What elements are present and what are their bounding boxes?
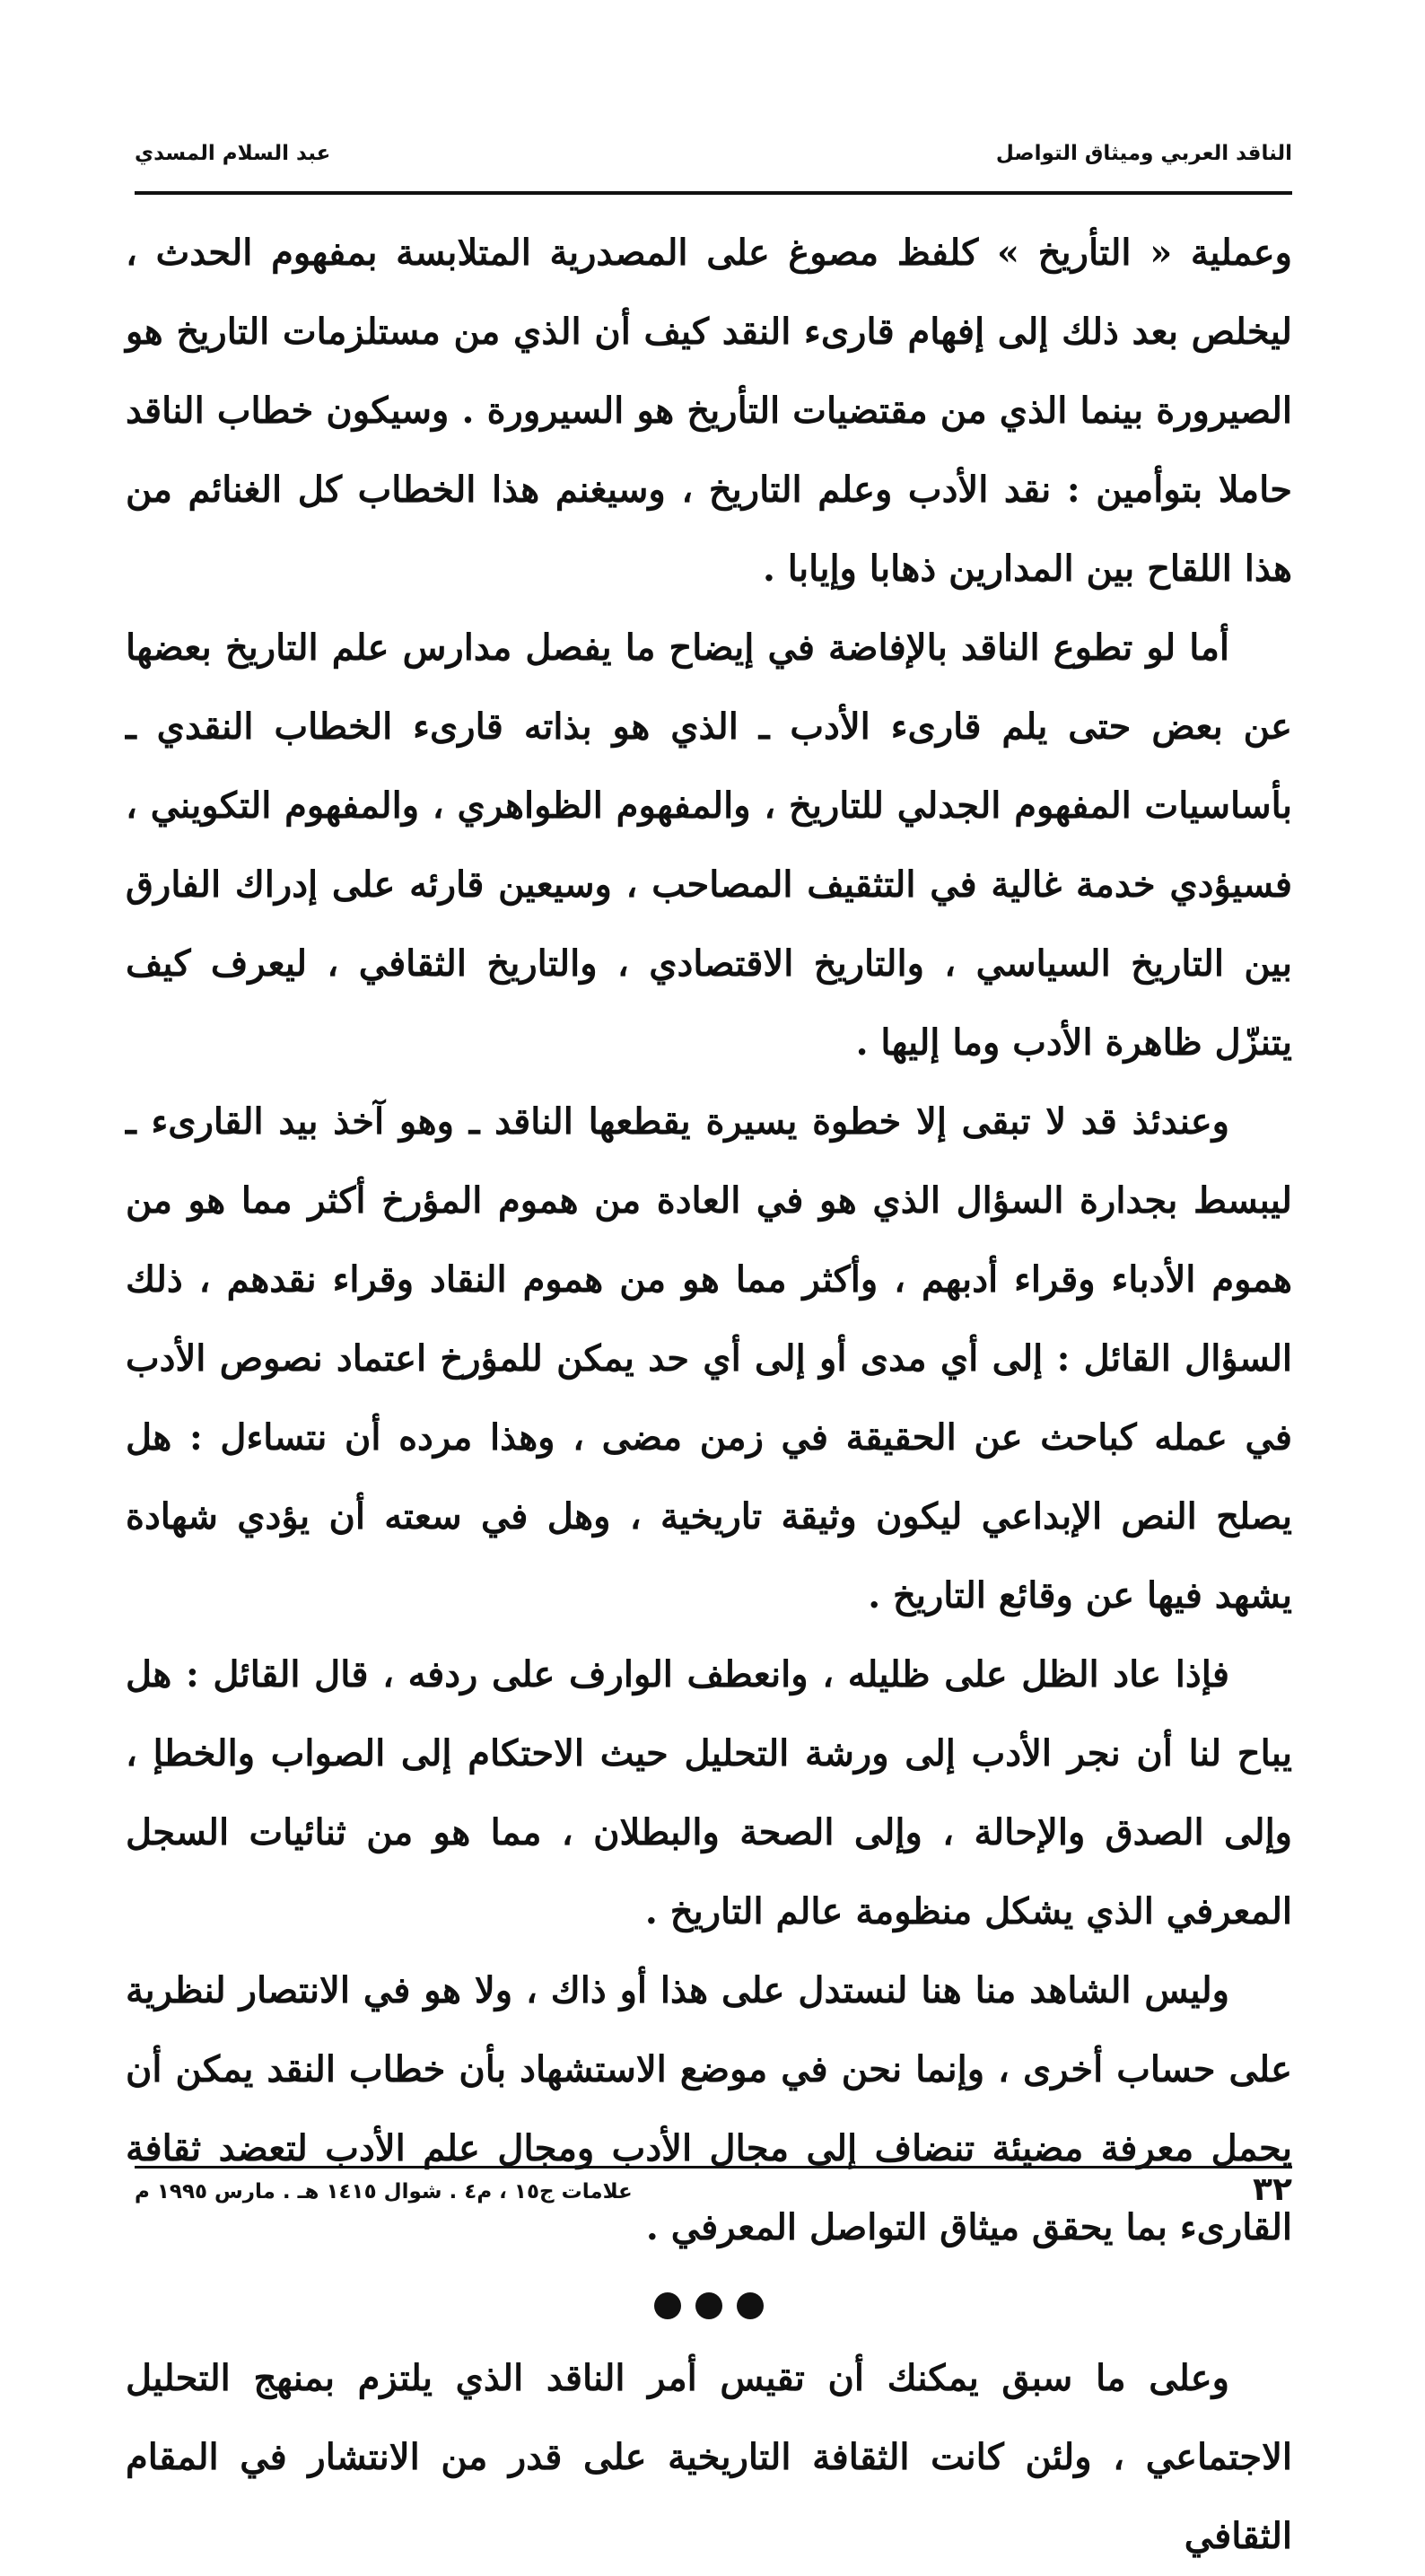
paragraph: فإذا عاد الظل على ظليله ، وانعطف الوارف على ردفه ، قال القائل : هل يباح لنا أن نجر الأدب إلى ورشة التحليل حيث الاحتكام إلى الصواب والخطإ ، وإلى الصدق والإحالة ، وإلى الصحة والبطلان ، مما هو من ثنائيات السجل المعرفي الذي يشكل منظومة عالم التاريخ .	[126, 1653, 1292, 1932]
separator-dot	[695, 2292, 722, 2319]
separator-dot	[737, 2292, 764, 2319]
footer-rule	[135, 2166, 1292, 2169]
header-title: الناقد العربي وميثاق التواصل	[995, 142, 1292, 165]
header-author: عبد السلام المسدي	[135, 142, 331, 165]
paragraph: أما لو تطوع الناقد بالإفاضة في إيضاح ما يفصل مدارس علم التاريخ بعضها عن بعض حتى يلم قارىء الأدب ـ الذي هو بذاته قارىء الخطاب النقدي ـ بأساسيات المفهوم الجدلي للتاريخ ، والمفهوم الظواهري ، والمفهوم التكويني ، فسيؤدي خدمة غالية في التثقيف المصاحب ، وسيعين قارئه على إدراك الفارق بين التاريخ السياسي ، والتاريخ الاقتصادي ، والتاريخ الثقافي ، ليعرف كيف يتنزّل ظاهرة الأدب وما إليها .	[126, 626, 1292, 1064]
publication-info: علامات ج١٥ ، م٤ . شوال ١٤١٥ هـ . مارس ١٩٩٥ م	[135, 2180, 633, 2204]
section-separator	[126, 2267, 1292, 2339]
paragraph: وعندئذ قد لا تبقى إلا خطوة يسيرة يقطعها الناقد ـ وهو آخذ بيد القارىء ـ ليبسط بجدارة السؤال الذي هو في العادة من هموم المؤرخ أكثر مما هو من هموم الأدباء وقراء أدبهم ، وأكثر مما هو من هموم النقاد وقراء نقدهم ، ذلك السؤال القائل : إلى أي مدى أو إلى أي حد يمكن للمؤرخ اعتماد نصوص الأدب في عمله كباحث عن الحقيقة في زمن مضى ، وهذا مرده أن نتساءل : هل يصلح النص الإبداعي ليكون وثيقة تاريخية ، وهل في سعته أن يؤدي شهادة يشهد فيها عن وقائع التاريخ .	[126, 1100, 1292, 1617]
running-header	[135, 142, 1292, 178]
paragraph: وليس الشاهد منا هنا لنستدل على هذا أو ذاك ، ولا هو في الانتصار لنظرية على حساب أخرى ، وإنما نحن في موضع الاستشهاد بأن خطاب النقد يمكن أن يحمل معرفة مضيئة تنضاف إلى مجال الأدب ومجال علم الأدب لتعضد ثقافة القارىء بما يحقق ميثاق التواصل المعرفي .	[126, 1969, 1292, 2248]
paragraph: وعلى ما سبق يمكنك أن تقيس أمر الناقد الذي يلتزم بمنهج التحليل الاجتماعي ، ولئن كانت الثقافة التاريخية على قدر من الانتشار في المقام الثقافي	[126, 2357, 1292, 2557]
separator-dot	[654, 2292, 681, 2319]
page-number: ٣٢	[1253, 2171, 1292, 2208]
header-rule	[135, 191, 1292, 195]
running-footer	[135, 2171, 1292, 2221]
paragraph: وعملية « التأريخ » كلفظ مصوغ على المصدرية المتلابسة بمفهوم الحدث ، ليخلص بعد ذلك إلى إفهام قارىء النقد كيف أن الذي من مستلزمات التاريخ هو الصيرورة بينما الذي من مقتضيات التأريخ هو السيرورة . وسيكون خطاب الناقد حاملا بتوأمين : نقد الأدب وعلم التاريخ ، وسيغنم هذا الخطاب كل الغنائم من هذا اللقاح بين المدارين ذهابا وإيابا .	[126, 232, 1292, 590]
body-text	[126, 214, 1292, 2576]
